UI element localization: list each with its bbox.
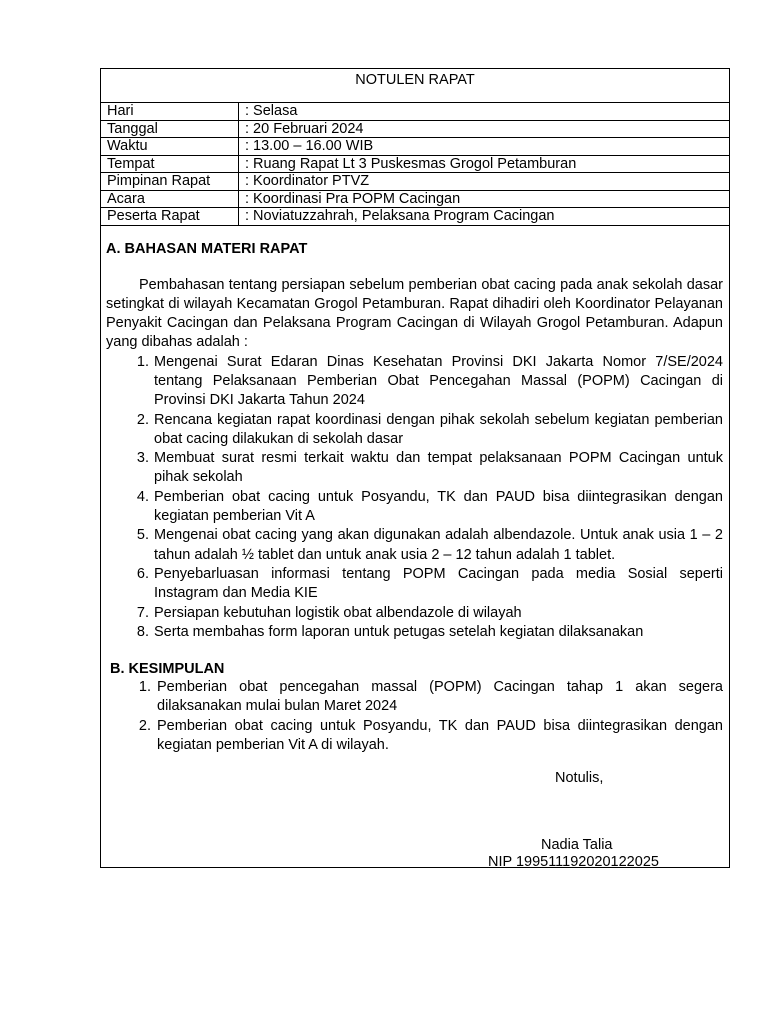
info-row (101, 155, 729, 173)
list-item-text: Membuat surat resmi terkait waktu dan tempat pelaksanaan POPM Cacingan untuk pihak sekolah (154, 450, 723, 486)
list-item (106, 604, 723, 623)
info-label: Pimpinan Rapat (101, 173, 239, 191)
info-row (101, 103, 729, 120)
section-b-heading: B. KESIMPULAN (110, 661, 225, 678)
list-item (106, 526, 723, 565)
list-item (106, 449, 723, 488)
list-item-text: Pemberian obat pencegahan massal (POPM) Cacingan tahap 1 akan segera dilaksanakan mulai bulan Maret 2024 (157, 679, 723, 715)
list-item (106, 623, 723, 642)
section-a-list (106, 353, 723, 642)
info-row (101, 190, 729, 208)
list-item-text: Mengenai Surat Edaran Dinas Kesehatan Provinsi DKI Jakarta Nomor 7/SE/2024 tentang Pelaksanaan Pemberian Obat Pencegahan Massal (POPM) Cacingan di Provinsi DKI Jakarta Tahun 2024 (154, 353, 723, 409)
info-value: : Koordinasi Pra POPM Cacingan (239, 190, 730, 208)
info-value: : Koordinator PTVZ (239, 173, 730, 191)
info-label: Tempat (101, 155, 239, 173)
list-item (106, 353, 723, 411)
list-item-number: 5. (136, 527, 149, 544)
list-item-text: Penyebarluasan informasi tentang POPM Cacingan pada media Sosial seperti Instagram dan Media KIE (154, 565, 723, 602)
document-title-text: NOTULEN RAPAT (355, 72, 475, 88)
info-row (101, 173, 729, 191)
minutes-document (100, 68, 730, 868)
info-row (101, 208, 729, 226)
list-item-number: 8. (136, 623, 149, 640)
info-label: Tanggal (101, 120, 239, 138)
list-item-number: 2. (136, 411, 149, 428)
signature-nip: NIP 199511192020122025 (488, 854, 659, 870)
info-row (101, 138, 729, 156)
list-item (106, 717, 723, 756)
document-title (101, 69, 729, 103)
list-item-number: 7. (136, 604, 149, 621)
list-item (106, 488, 723, 527)
section-a-paragraph: Pembahasan tentang persiapan sebelum pemberian obat cacing pada anak sekolah dasar setingkat di wilayah Kecamatan Grogol Petamburan. Rapat dihadiri oleh Koordinator Pelayanan Penyakit Cacingan dan Pelaksana Program Cacingan di Wilayah Grogol Petamburan. Adapun yang dibahas adalah : (106, 276, 723, 351)
info-value: : Ruang Rapat Lt 3 Puskesmas Grogol Petamburan (239, 155, 730, 173)
list-item-number: 6. (136, 565, 149, 582)
list-item-text: Pemberian obat cacing untuk Posyandu, TK dan PAUD bisa diintegrasikan dengan kegiatan pemberian Vit A (154, 488, 723, 525)
info-row (101, 120, 729, 138)
section-b-list (106, 678, 723, 755)
list-item-text: Rencana kegiatan rapat koordinasi dengan pihak sekolah sebelum kegiatan pemberian obat cacing dilakukan di sekolah dasar (154, 411, 723, 447)
section-a-heading: A. BAHASAN MATERI RAPAT (106, 240, 308, 257)
list-item-number: 2. (138, 717, 151, 734)
info-label: Waktu (101, 138, 239, 156)
list-item (106, 678, 723, 717)
list-item (106, 565, 723, 604)
info-label: Hari (101, 103, 239, 120)
meeting-info-table (101, 103, 729, 226)
list-item-text: Persiapan kebutuhan logistik obat albendazole di wilayah (154, 604, 522, 621)
info-value: : 20 Februari 2024 (239, 120, 730, 138)
list-item-text: Mengenai obat cacing yang akan digunakan adalah albendazole. Untuk anak usia 1 – 2 tahun adalah ½ tablet dan untuk anak usia 2 – 12 tahun adalah 1 tablet. (154, 527, 723, 563)
list-item-number: 3. (136, 450, 149, 467)
info-value: : 13.00 – 16.00 WIB (239, 138, 730, 156)
info-value: : Noviatuzzahrah, Pelaksana Program Cacingan (239, 208, 730, 226)
list-item (106, 411, 723, 450)
list-item-text: Pemberian obat cacing untuk Posyandu, TK dan PAUD bisa diintegrasikan dengan kegiatan pemberian Vit A di wilayah. (157, 717, 723, 754)
info-label: Peserta Rapat (101, 208, 239, 226)
signature-name: Nadia Talia (541, 837, 613, 853)
list-item-number: 4. (136, 488, 149, 505)
info-value: : Selasa (239, 103, 730, 120)
info-label: Acara (101, 190, 239, 208)
list-item-number: 1. (136, 353, 149, 370)
list-item-number: 1. (138, 679, 151, 696)
minutes-content (101, 240, 729, 756)
list-item-text: Serta membahas form laporan untuk petugas setelah kegiatan dilaksanakan (154, 623, 644, 640)
signature-role: Notulis, (555, 770, 604, 786)
